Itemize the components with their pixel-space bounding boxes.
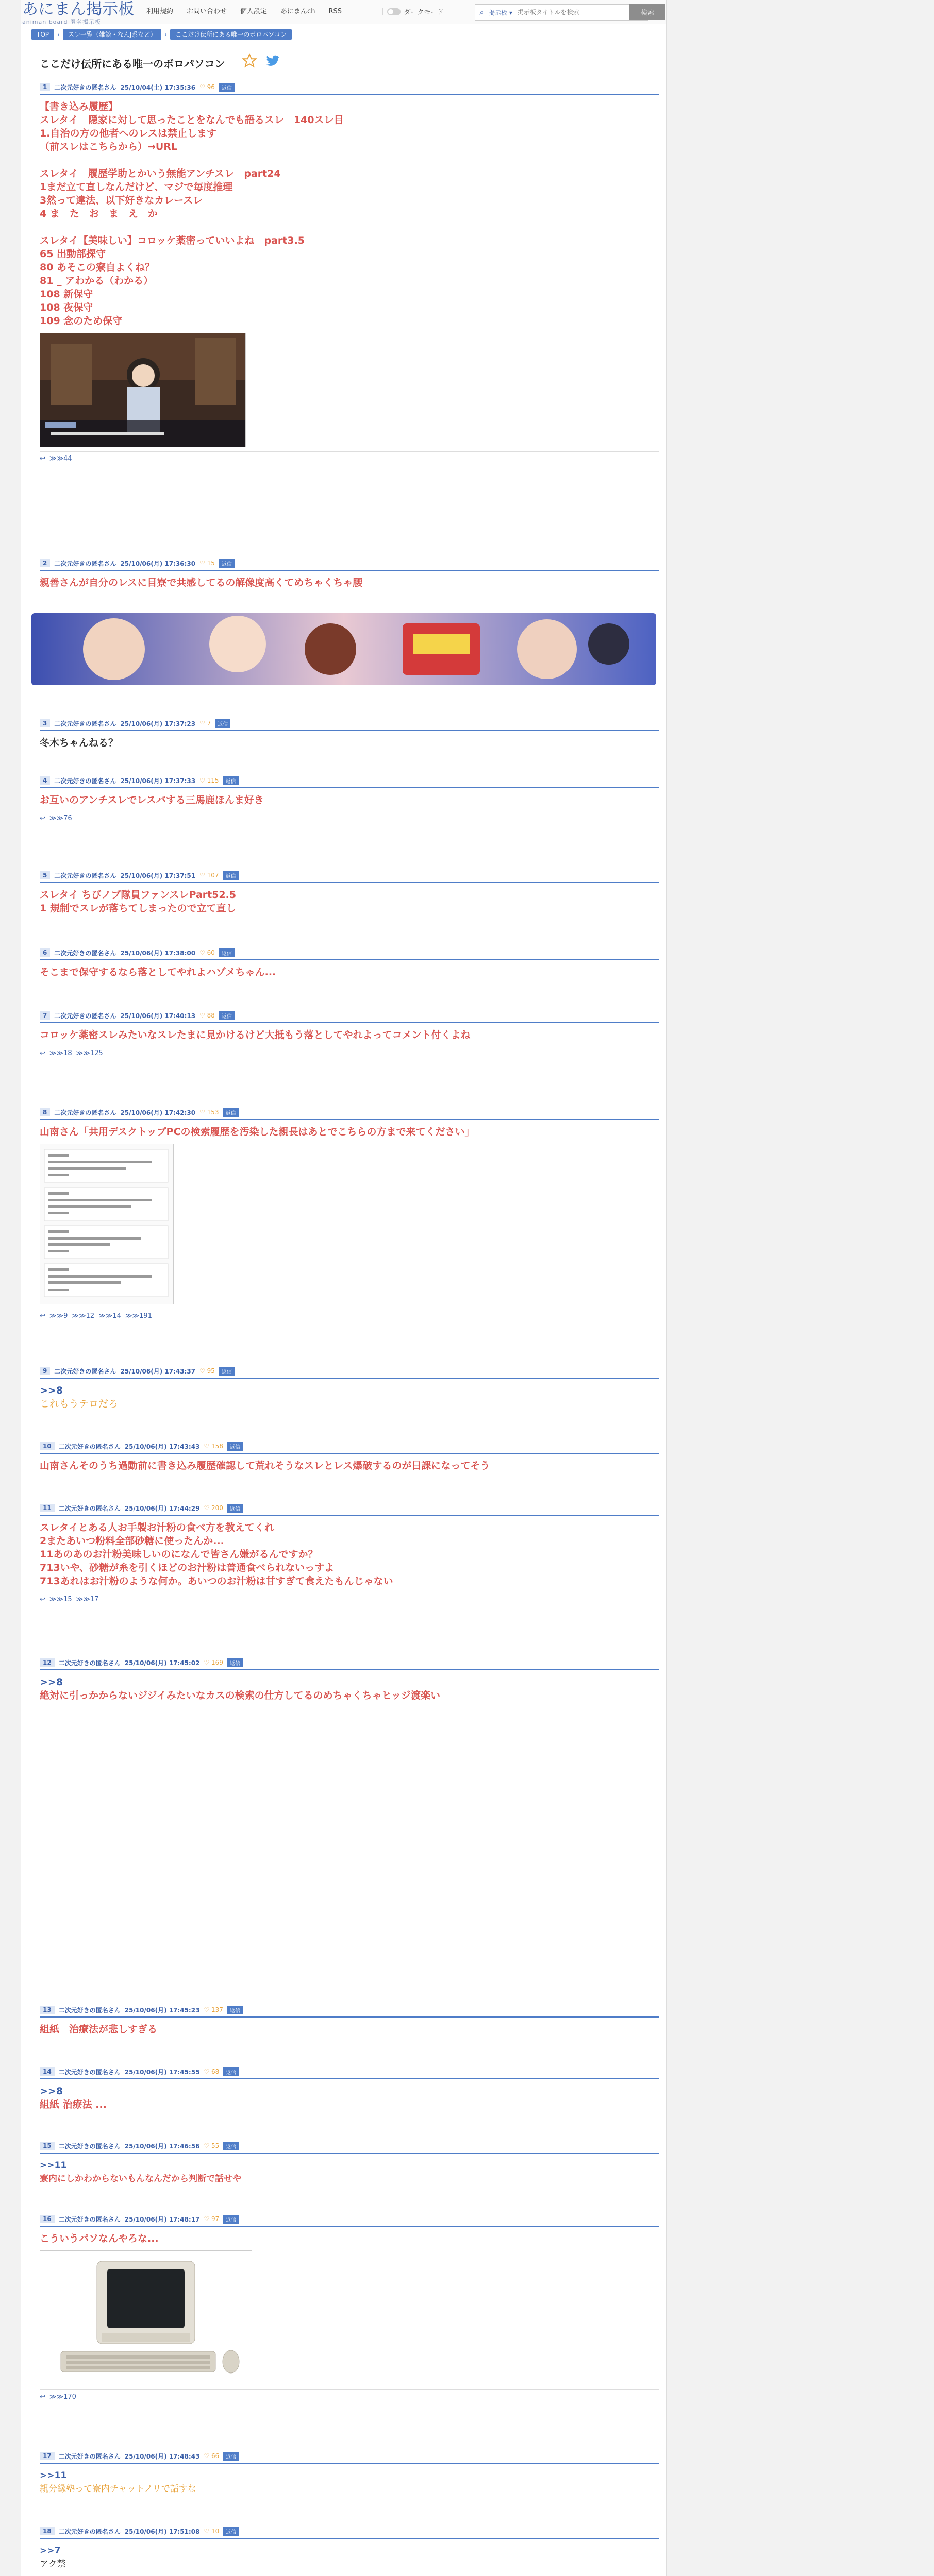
post-header [40, 2066, 659, 2079]
reply-anchor-link[interactable]: >>11 [40, 2470, 67, 2481]
post-header [40, 1440, 659, 1454]
reply-button[interactable]: 返信 [227, 1504, 243, 1513]
breadcrumb-separator: › [164, 31, 168, 38]
post-number[interactable]: 6 [40, 948, 50, 957]
post-author: 二次元好きの匿名さん [54, 1012, 116, 1020]
post-header [40, 870, 659, 883]
post-author: 二次元好きの匿名さん [58, 2068, 121, 2076]
reply-anchor-link[interactable]: ≫≫15 [49, 1596, 72, 1603]
post-date: 25/10/06(月) 17:37:23 [120, 720, 196, 727]
post [40, 2213, 659, 2401]
like-button[interactable]: ♡ 7 [199, 720, 211, 727]
post [40, 2526, 659, 2571]
page-title: ここだけ伝所にある唯一のボロパソコン [40, 58, 225, 70]
post-date: 25/10/06(月) 17:43:43 [124, 1443, 200, 1450]
post-header [40, 2526, 659, 2539]
reply-anchors [40, 451, 659, 463]
post-author: 二次元好きの匿名さん [54, 1109, 116, 1116]
post-number[interactable]: 13 [40, 2006, 55, 2014]
post [40, 2140, 659, 2185]
post [40, 870, 659, 915]
post-body: スレタイ ちびノブ隊員ファンスレPart52.5 1 規制でスレが落ちてしまったので立て直し [40, 889, 237, 914]
reply-button[interactable]: 返信 [227, 2006, 243, 2014]
reply-button[interactable]: 返信 [223, 776, 239, 785]
post-author: 二次元好きの匿名さん [58, 1504, 121, 1512]
reply-button[interactable]: 返信 [223, 2527, 239, 2536]
header-nav [140, 7, 348, 17]
post-text: これもうテロだろ [40, 1398, 119, 1410]
nav-contact[interactable]: お問い合わせ [187, 8, 227, 15]
post-image[interactable] [40, 333, 246, 447]
post-text: アク禁 [40, 2559, 66, 2569]
nav-settings[interactable]: 個人設定 [240, 8, 268, 15]
post-date: 25/10/06(月) 17:51:08 [124, 2528, 200, 2535]
post-author: 二次元好きの匿名さん [58, 2452, 121, 2460]
post-body: 冬木ちゃんねる？ [40, 737, 119, 749]
search-scope-select[interactable]: 掲示板 ▾ [489, 9, 512, 16]
reply-anchor-link[interactable]: ≫≫14 [98, 1312, 121, 1320]
like-button[interactable]: ♡ 88 [199, 1012, 215, 1019]
post-author: 二次元好きの匿名さん [58, 2528, 121, 2535]
like-button[interactable]: ♡ 97 [204, 2215, 220, 2223]
favorite-star-icon[interactable] [242, 53, 257, 69]
breadcrumb-separator: › [57, 31, 60, 38]
logo-subtitle: animan board 匿名掲示板 [22, 19, 101, 25]
nav-animanch[interactable]: あにまんch [280, 8, 315, 15]
post-body: 組紙 治療法が悲しすぎる [40, 2024, 158, 2035]
nav-rss[interactable]: RSS [328, 8, 342, 15]
post [40, 1107, 659, 1320]
post-number[interactable]: 14 [40, 2067, 55, 2076]
reply-button[interactable]: 返信 [219, 559, 235, 568]
post [40, 947, 659, 979]
post-header [40, 2450, 659, 2464]
logo-title: あにまん掲示板 [22, 0, 134, 19]
post-header [40, 2004, 659, 2018]
post [40, 1657, 659, 1702]
post-image[interactable] [40, 1144, 174, 1304]
post [40, 557, 659, 589]
like-button[interactable]: ♡ 107 [199, 872, 219, 879]
post-body: 山南さんそのうち過動前に書き込み履歴確認して荒れそうなスレとレス爆破するのが日課になってそう [40, 1460, 490, 1471]
post-author: 二次元好きの匿名さん [58, 1443, 121, 1450]
post-date: 25/10/06(月) 17:36:30 [120, 560, 196, 567]
dark-mode-label: ダークモード [404, 9, 444, 16]
reply-anchor-link[interactable]: ≫≫125 [76, 1049, 103, 1057]
post-body [40, 2084, 659, 2111]
post-body: こういうパソなんやろな... [40, 2233, 159, 2244]
post-date: 25/10/06(月) 17:37:33 [120, 777, 196, 785]
reply-anchor-link[interactable]: ≫≫17 [76, 1596, 99, 1603]
post-date: 25/10/06(月) 17:45:23 [124, 2006, 200, 2014]
reply-button[interactable]: 返信 [219, 948, 235, 957]
post-body [40, 2544, 659, 2571]
post-text: 寮内にしかわからないもんなんだから判断で話せや [40, 2174, 241, 2184]
post-header [40, 718, 659, 731]
like-button[interactable]: ♡ 55 [204, 2142, 220, 2149]
post-date: 25/10/06(月) 17:45:55 [124, 2068, 200, 2076]
reply-icon: ↩ [40, 815, 45, 822]
post [40, 2004, 659, 2036]
post-number[interactable]: 9 [40, 1367, 50, 1375]
post-body [40, 1384, 659, 1411]
breadcrumb-top[interactable]: TOP [31, 29, 54, 40]
post-author: 二次元好きの匿名さん [58, 1659, 121, 1667]
like-button[interactable]: ♡ 200 [204, 1504, 223, 1512]
post [40, 775, 659, 822]
post-author: 二次元好きの匿名さん [54, 83, 116, 91]
post-author: 二次元好きの匿名さん [54, 720, 116, 727]
post-date: 25/10/06(月) 17:37:51 [120, 872, 196, 879]
post-header [40, 2140, 659, 2154]
post-number[interactable]: 15 [40, 2142, 55, 2150]
like-button[interactable]: ♡ 169 [204, 1659, 223, 1666]
post-number[interactable]: 11 [40, 1504, 55, 1512]
reply-button[interactable]: 返信 [227, 1442, 243, 1451]
dark-mode-toggle[interactable] [387, 8, 401, 15]
post-date: 25/10/04(土) 17:35:36 [120, 83, 196, 91]
search-button[interactable]: 検索 [629, 4, 665, 20]
reply-button[interactable]: 返信 [223, 871, 239, 880]
like-button[interactable]: ♡ 96 [199, 83, 215, 91]
reply-button[interactable]: 返信 [223, 2452, 239, 2461]
like-button[interactable]: ♡ 60 [199, 949, 215, 956]
post-author: 二次元好きの匿名さん [54, 949, 116, 957]
site-logo[interactable] [22, 1, 134, 26]
post-date: 25/10/06(月) 17:42:30 [120, 1109, 196, 1116]
post [40, 1010, 659, 1057]
post-body: スレタイとある人お手製お汁粉の食べ方を教えてくれ 2またあいつ粉料全部砂糖に使ったんか... 11あのあのお汁粉美味しいのになんで皆さん嫌がるんですか？ 713いや、砂糖が糸を引くほどのお汁粉は普通食べられないっすよ 713あれはお汁粉のような何か。あいつのお汁粉は甘すぎて食えたもんじゃない [40, 1522, 393, 1587]
post-body [40, 1675, 659, 1702]
like-button[interactable]: ♡ 15 [199, 560, 215, 567]
post-number[interactable]: 8 [40, 1108, 50, 1116]
post-body [40, 2159, 659, 2185]
post-author: 二次元好きの匿名さん [54, 872, 116, 879]
reply-button[interactable]: 返信 [215, 719, 230, 728]
reply-button[interactable]: 返信 [223, 2215, 239, 2224]
post-number[interactable]: 10 [40, 1442, 55, 1450]
post-header [40, 1502, 659, 1516]
like-button[interactable]: ♡ 137 [204, 2006, 223, 2013]
reply-button[interactable]: 返信 [223, 1108, 239, 1117]
reply-icon: ↩ [40, 1596, 45, 1603]
reply-anchor-link[interactable]: ≫≫9 [49, 1312, 68, 1320]
reply-button[interactable]: 返信 [219, 1367, 235, 1376]
post-number[interactable]: 18 [40, 2527, 55, 2535]
post-date: 25/10/06(月) 17:38:00 [120, 949, 196, 957]
like-button[interactable]: ♡ 158 [204, 1443, 223, 1450]
reply-icon: ↩ [40, 1049, 45, 1057]
post [40, 2450, 659, 2496]
reply-anchors [40, 1309, 659, 1320]
post-date: 25/10/06(月) 17:40:13 [120, 1012, 196, 1020]
like-button[interactable]: ♡ 68 [204, 2068, 220, 2075]
search-input[interactable] [516, 8, 648, 16]
page [21, 0, 667, 2576]
post-text: 絶対に引っかからないジジイみたいなカスの検索の仕方してるのめちゃくちゃヒッジ渡楽い [40, 1690, 441, 1701]
post-text: 組紙 治療法 ... [40, 2099, 107, 2110]
post-date: 25/10/06(月) 17:48:43 [124, 2452, 200, 2460]
search-icon: ⌕ [479, 7, 485, 17]
post-date: 25/10/06(月) 17:44:29 [124, 1504, 200, 1512]
post-body [40, 2469, 659, 2496]
post-number[interactable]: 1 [40, 83, 50, 91]
anime-screenshot-image [40, 333, 245, 447]
search-box [475, 4, 648, 21]
reply-anchor-link[interactable]: ≫≫170 [49, 2393, 76, 2401]
reply-anchor-link[interactable]: ≫≫12 [72, 1312, 95, 1320]
reply-button[interactable]: 返信 [227, 1658, 243, 1667]
reply-anchors [40, 811, 659, 822]
reply-anchors [40, 1046, 659, 1057]
post [40, 81, 659, 463]
post-number[interactable]: 16 [40, 2215, 55, 2223]
post-header [40, 947, 659, 960]
post-author: 二次元好きの匿名さん [54, 777, 116, 785]
like-button[interactable]: ♡ 115 [199, 777, 219, 784]
post-body: 【書き込み履歴】 スレタイ 隠家に対して思ったことをなんでも語るスレ 140スレ目 1.自治の方の他者へのレスは禁止します （前スレはこちらから）→URL スレタイ 履歴学助とかいう無能アンチスレ part24 1まだ立て直しなんだけど、マジで毎度推理 3然って違法、以下好きなカレースレ 4 ま た お ま え か スレタイ【美味しい】コロッケ薬密っていいよね part3.5 65 出動部探守 80 あそこの寮自よくね？ 81 _ アわかる（わかる） 108 新保守 108 夜保守 109 念のため保守 [40, 101, 344, 327]
post-author: 二次元好きの匿名さん [54, 1367, 116, 1375]
reply-anchor-link[interactable]: ≫≫191 [125, 1312, 152, 1320]
advertisement-banner[interactable] [31, 613, 656, 685]
post-header [40, 557, 659, 571]
post-header [40, 775, 659, 788]
reply-anchor-link[interactable]: ≫≫44 [49, 455, 72, 463]
like-button[interactable]: ♡ 95 [199, 1367, 215, 1375]
post-header [40, 2213, 659, 2227]
reply-anchor-link[interactable]: >>7 [40, 2546, 61, 2556]
post-header [40, 1010, 659, 1023]
post-number[interactable]: 5 [40, 871, 50, 879]
post-header [40, 1107, 659, 1120]
post-date: 25/10/06(月) 17:45:02 [124, 1659, 200, 1667]
reply-anchor-link[interactable]: ≫≫18 [49, 1049, 72, 1057]
post-body: お互いのアンチスレでレスバする三馬鹿ほんま好き [40, 794, 264, 806]
twitter-icon[interactable] [264, 53, 281, 69]
post-number[interactable]: 2 [40, 559, 50, 567]
post [40, 2066, 659, 2111]
ad-image [31, 613, 656, 685]
reply-icon: ↩ [40, 455, 45, 463]
post-body: 親善さんが自分のレスに目寮で共感してるの解像度高くてめちゃくちゃ腰 [40, 577, 363, 588]
like-button[interactable]: ♡ 153 [199, 1109, 219, 1116]
reply-anchor-link[interactable]: ≫≫76 [49, 815, 72, 822]
post-body: 山南さん「共用デスクトップPCの検索履歴を汚染した親長はあとでこちらの方まで来てください」 [40, 1126, 475, 1138]
reply-button[interactable]: 返信 [219, 83, 235, 92]
breadcrumb [31, 29, 292, 40]
reply-icon: ↩ [40, 2393, 45, 2401]
post-number[interactable]: 3 [40, 719, 50, 727]
title-actions [242, 53, 281, 69]
reply-icon: ↩ [40, 1312, 45, 1320]
like-button[interactable]: ♡ 66 [204, 2452, 220, 2460]
breadcrumb-board[interactable]: スレ一覧（雑談・なんJ系など） [63, 29, 162, 40]
post-date: 25/10/06(月) 17:48:17 [124, 2215, 200, 2223]
site-header [21, 0, 666, 24]
post [40, 718, 659, 750]
post-header [40, 1657, 659, 1670]
post [40, 1502, 659, 1603]
reply-button[interactable]: 返信 [219, 1011, 235, 1020]
post-author: 二次元好きの匿名さん [58, 2006, 121, 2014]
breadcrumb-thread[interactable]: ここだけ伝所にある唯一のボロパソコン [170, 29, 292, 40]
reply-button[interactable]: 返信 [223, 2067, 239, 2076]
dark-mode-control [382, 7, 444, 16]
post-number[interactable]: 4 [40, 776, 50, 785]
reply-button[interactable]: 返信 [223, 2142, 239, 2150]
post-date: 25/10/06(月) 17:46:56 [124, 2142, 200, 2150]
reply-anchors [40, 2389, 659, 2401]
post-number[interactable]: 7 [40, 1011, 50, 1020]
reply-anchor-link[interactable]: >>8 [40, 1676, 63, 1688]
reply-anchors [40, 1592, 659, 1603]
post [40, 1365, 659, 1411]
old-computer-image [40, 2251, 252, 2385]
post-number[interactable]: 17 [40, 2452, 55, 2460]
divider: | [382, 8, 385, 15]
post-header [40, 81, 659, 95]
post-body: そこまで保守するなら落としてやれよハゾメちゃん... [40, 967, 276, 978]
nav-terms[interactable]: 利用規約 [146, 8, 174, 15]
post-number[interactable]: 12 [40, 1658, 55, 1667]
post-author: 二次元好きの匿名さん [58, 2215, 121, 2223]
post-image[interactable] [40, 2250, 252, 2385]
like-button[interactable]: ♡ 10 [204, 2528, 220, 2535]
post-author: 二次元好きの匿名さん [54, 560, 116, 567]
post-author: 二次元好きの匿名さん [58, 2142, 121, 2150]
post-text: 親分縁塾って寮内チャットノリで話すな [40, 2484, 196, 2494]
post [40, 1440, 659, 1472]
post-date: 25/10/06(月) 17:43:37 [120, 1367, 196, 1375]
post-body: コロッケ薬密スレみたいなスレたまに見かけるけど大抵もう落としてやれよってコメント付くよね [40, 1029, 471, 1041]
search-history-screenshot [40, 1144, 173, 1304]
reply-anchor-link[interactable]: >>8 [40, 2086, 63, 2097]
reply-anchor-link[interactable]: >>11 [40, 2160, 67, 2171]
post-header [40, 1365, 659, 1379]
reply-anchor-link[interactable]: >>8 [40, 1385, 63, 1396]
